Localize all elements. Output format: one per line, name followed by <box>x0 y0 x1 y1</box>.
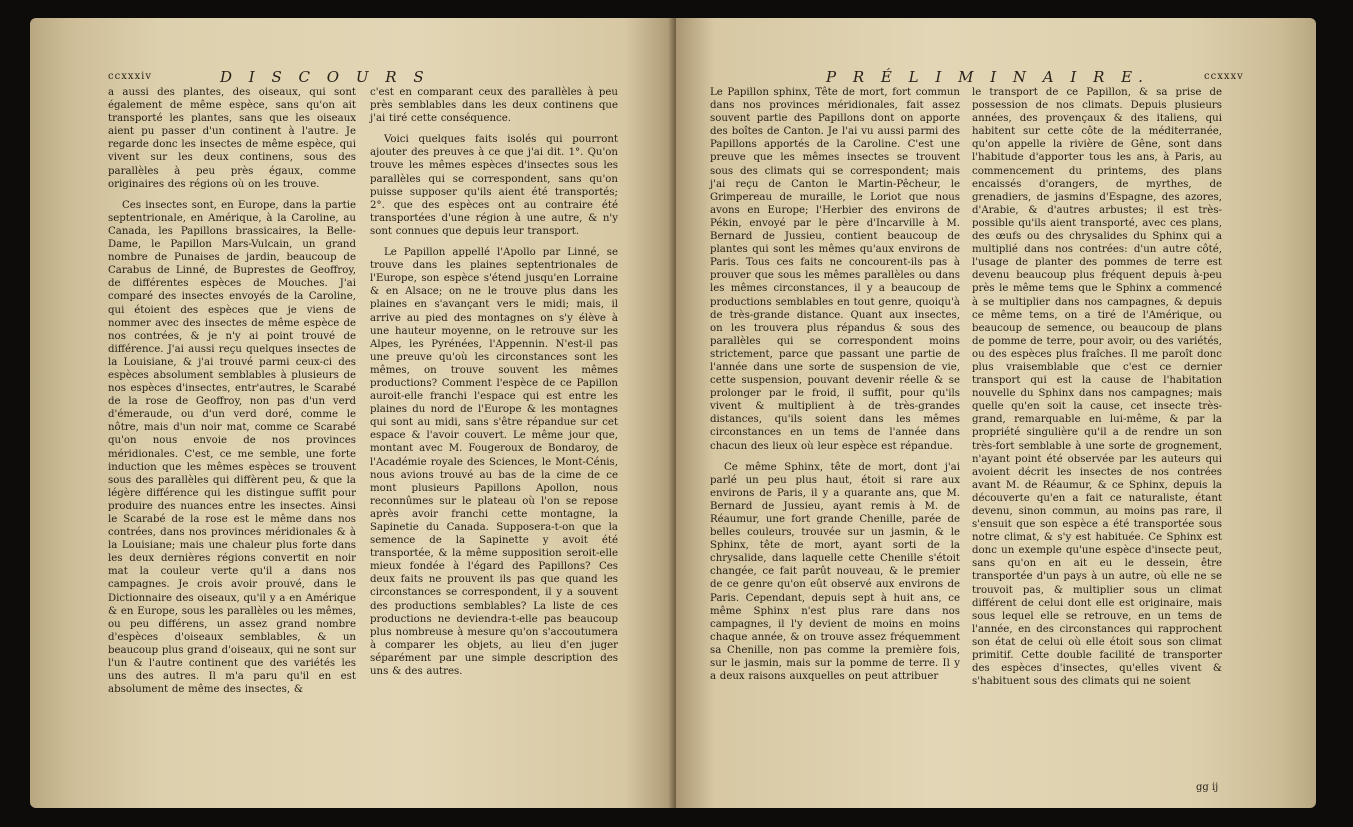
paragraph: a aussi des plantes, des oiseaux, qui sont également de même espèce, sans qu'on ait transporté les plantes, sans que les oiseaux aient pu passer d'un continent à l'autre. Je regarde donc les insectes de même espèce, qui vivent sur les deux continens, sous des parallèles à peu près égaux, comme originaires des régions où on les trouve. <box>108 87 356 190</box>
paragraph: Le Papillon appellé l'Apollo par Linné, se trouve dans les plaines septentrionales de l'Europe, son espèce s'étend jusqu'en Lorraine & en Alsace; on ne le trouve plus dans les plaines en s'avançant vers le midi; mais, il arrive au pied des montagnes on s'y élève à une hauteur moyenne, on le retrouve sur les Alpes, les Pyrénées, l'Appennin. N'est-il pas une preuve qu'où les circonstances sont les mêmes, on trouve souvent les mêmes productions? Comment l'espèce de ce Papillon auroit-elle franchi l'espace qui est entre les plaines du nord de l'Europe & les montagnes qui sont au midi, sans s'être répandue sur cet espace & l'avoir couvert. Le même jour que, montant avec M. Fougeroux de Bondaroy, de l'Académie royale des Sciences, le Mont-Cénis, nous avions trouvé au bas de la cime de ce mont plusieurs Papillons Apollon, nous reconnûmes sur le plateau où l'on se repose après avoir franchi cette montagne, la Sapinetie du Canada. Supposera-t-on que la semence de la Sapinette y avoit été transportée, & la même supposition seroit-elle mieux fondée à l'égard des Papillons? Ces deux faits ne prouvent ils pas que quand les circonstances se correspondent, il y a souvent des productions semblables? La liste de ces productions ne deviendra-t-elle pas beaucoup plus nombreuse à mesure qu'on s'accoutumera à comparer les objets, au lieu d'en juger séparément par une simple description des uns & des autres. <box>370 247 618 678</box>
right-page <box>676 18 1316 808</box>
paragraph: c'est en comparant ceux des parallèles à peu près semblables dans les deux continens que j'ai tiré cette conséquence. <box>370 87 618 125</box>
left-page <box>30 18 676 808</box>
right-column-1 <box>710 86 960 691</box>
paragraph: Le Papillon sphinx, Tête de mort, fort commun dans nos provinces méridionales, fait assez souvent partie des Papillons dont on apporte des boîtes de Canton. Je l'ai vu aussi parmi des Papillons apportés de la Caroline. C'est une preuve que les mêmes insectes se trouvent sous des climats qui se correspondent; mais j'ai reçu de Canton le Martin-Pêcheur, le Grimpereau de muraille, le Loriot que nous avons en Europe; l'Herbier des environs de Pékin, envoyé par le père d'Incarville à M. Bernard de Jussieu, contient beaucoup de plantes qui sont les mêmes qu'aux environs de Paris. Tous ces faits ne concourent-ils pas à prouver que sous les mêmes parallèles ou dans les mêmes circonstances, il y a beaucoup de productions semblables en tout genre, quoiqu'à de très-grande distance. Quant aux insectes, on les trouvera plus répandus & sous des parallèles qui se correspondent moins strictement, parce que passant une partie de l'année dans une sorte de suspension de vie, cette suspension, pouvant devenir réelle & se prolonger par le froid, il suffit, pour qu'ils vivent & multiplient à de très-grandes distances, qu'ils soient dans les mêmes circonstances en un tems de l'année dans chacun des lieux où leur espèce est répandue. <box>710 87 960 452</box>
paragraph: Ces insectes sont, en Europe, dans la partie septentrionale, en Amérique, à la Caroline, au Canada, les Papillons brassicaires, la Belle-Dame, le Papillon Mars-Vulcain, un grand nombre de Punaises de jardin, beaucoup de Carabus de Linné, de Buprestes de Geoffroy, de différentes espèces de Mouches. J'ai comparé des insectes envoyés de la Caroline, qui étoient des espèces que je viens de nommer avec des insectes de même espèce de nos contrées, & je n'y ai point trouvé de différence. J'ai aussi reçu quelques insectes de la Louisiane, & j'ai trouvé parmi ceux-ci des espèces absolument semblables à plusieurs de nos espèces d'insectes, entr'autres, le Scarabé de la rose de Geoffroy, non pas d'un verd d'émeraude, ou d'un verd doré, comme le nôtre, mais d'un noir mat, comme ce Scarabé qu'on nous envoie de nos provinces méridionales. C'est, ce me semble, une forte induction que les mêmes espèces se trouvent sous des parallèles qui diffèrent peu, & que la légère différence qui les distingue suffit pour produire des nuances entre les insectes. Ainsi le Scarabé de la rose est le même dans nos contrées, dans nos provinces méridionales & à la Louisiane; mais une chaleur plus forte dans les deux dernières régions convertit en noir mat la couleur verte qu'il a dans nos campagnes. Je crois avoir prouvé, dans le Dictionnaire des oiseaux, qu'il y a en Amérique & en Europe, sous les parallèles ou les mêmes, ou peu différens, un assez grand nombre d'espèces d'oiseaux semblables, & un beaucoup plus grand d'oiseaux, qui ne sont sur l'un & l'autre continent que des variétés les uns des autres. Il m'a paru qu'il en est absolument de même des insectes, & <box>108 199 356 696</box>
left-column-2 <box>370 86 618 686</box>
signature-mark: gg ij <box>1196 782 1219 793</box>
left-running-title: D I S C O U R S <box>220 68 430 86</box>
paragraph: le transport de ce Papillon, & sa prise de possession de nos climats. Depuis plusieurs années, des provençaux & des italiens, qui habitent sur cette côte de la méditerranée, qu'on appelle la rivière de Gêne, sont dans l'habitude d'apporter tous les ans, à Paris, au commencement du printems, des plans encaissés d'orangers, de myrthes, de grenadiers, de jasmins d'Espagne, des azores, d'Arabie, & d'autres arbustes; il est très-possible qu'ils aient transporté, avec ces plans, des œufs ou des chrysalides du Sphinx qui a multiplié dans nos contrées: d'un autre côté, l'usage de planter des pommes de terre est devenu beaucoup plus fréquent depuis à-peu près le même tems que le Sphinx a commencé à se multiplier dans nos campagnes, & depuis ce même tems, on a tiré de l'Amérique, ou beaucoup de semence, ou beaucoup de plans de pomme de terre, pour avoir, ou des variétés, ou des espèces plus fraîches. Il me paroît donc plus vraisemblable que c'est ce dernier transport qui est la cause de l'habitation nouvelle du Sphinx dans nos campagnes; mais quelle qu'en soit la cause, cet insecte très-grand, remarquable en lui-même, & par la propriété singulière qu'il a de rendre un son très-fort semblable à une sorte de grognement, n'ayant point été observée par les auteurs qui avoient décrit les insectes de nos contrées avant M. de Réaumur, & ce Sphinx, depuis la découverte qu'en a fait ce naturaliste, étant devenu, sinon commun, au moins pas rare, il s'ensuit que son espèce a été transportée sous notre climat, & s'y est habituée. Ce Sphinx est donc un exemple qu'une espèce d'insecte peut, sans qu'on en ait eu le dessein, être transportée d'un pays à un autre, où elle ne se trouvoit pas, & multiplier sous un climat différent de celui dont elle est originaire, mais sous lequel elle se retrouve, en un tems de l'année, en des circonstances qui rapprochent son état de celui où elle étoit sous son climat primitif. Cette double facilité de transporter des espèces d'insectes, qu'elles vivent & s'habituent sous des climats qui ne soient <box>972 87 1222 688</box>
right-column-2 <box>972 86 1222 696</box>
right-page-number: ccxxxv <box>1204 71 1244 82</box>
left-column-1 <box>108 86 356 704</box>
paragraph: Voici quelques faits isolés qui pourront ajouter des preuves à ce que j'ai dit. 1°. Qu'on trouve les mêmes espèces d'insectes sous les parallèles qui se correspondent, sans qu'on puisse supposer qu'ils aient été transportés; 2°. que des espèces ont au contraire été transportées d'une région à une autre, & n'y sont connues que depuis leur transport. <box>370 134 618 237</box>
left-page-number: ccxxxiv <box>108 71 152 82</box>
paragraph: Ce même Sphinx, tête de mort, dont j'ai parlé un peu plus haut, étoit si rare aux environs de Paris, il y a quarante ans, que M. Bernard de Jussieu, ayant remis à M. de Réaumur, une fort grande Chenille, parée de belles couleurs, trouvée sur un jasmin, & le Sphinx, tête de mort, ayant sorti de la chrysalide, dans laquelle cette Chenille s'étoit changée, ce fait parût nouveau, & le premier de ce genre qu'on eût observé aux environs de Paris. Cependant, depuis sept à huit ans, ce même Sphinx n'est plus rare dans nos campagnes, il l'y devient de moins en moins chaque année, & on trouve assez fréquemment sa Chenille, non pas comme la première fois, sur le jasmin, mais sur la pomme de terre. Il y a deux raisons auxquelles on peut attribuer <box>710 461 960 683</box>
right-running-title: P R É L I M I N A I R E. <box>826 68 1149 86</box>
